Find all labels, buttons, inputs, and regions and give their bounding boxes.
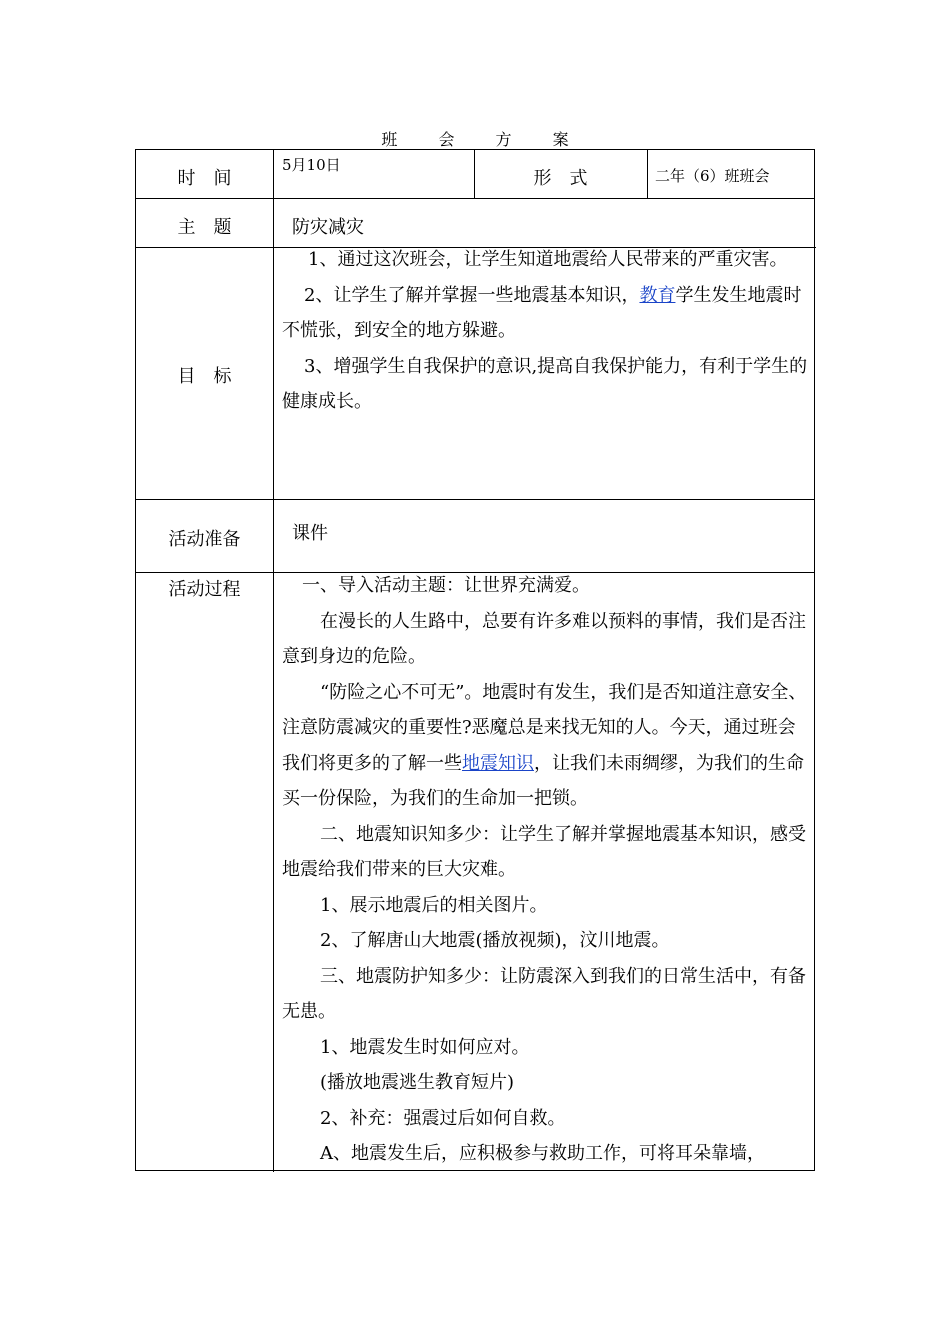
theme-value: 防灾减灾	[292, 217, 364, 238]
prep-value: 课件	[292, 523, 328, 544]
process-paragraph: A、地震发生后，应积极参与救助工作，可将耳朵靠墙，	[320, 1143, 765, 1164]
goal-item	[282, 278, 810, 349]
goal-item: 3、增强学生自我保护的意识,提高自我保护能力，有利于学生的健康成长。	[282, 355, 808, 412]
goal-text: 学生发生地震时不慌张，到安全的地方躲避。	[282, 284, 802, 341]
process-text: ，让我们未雨绸缪，为我们的生命买一份保险，为我们的生命加一把锁。	[282, 752, 804, 809]
prep-label: 活动准备	[168, 529, 241, 550]
process-paragraph: 在漫长的人生路中，总要有许多难以预料的事情，我们是否注意到身边的危险。	[282, 610, 806, 667]
column-divider	[647, 150, 648, 198]
plan-table	[135, 149, 815, 1171]
goals-label: 目 标	[177, 366, 232, 387]
theme-label: 主 题	[177, 217, 232, 238]
time-label: 时 间	[177, 168, 232, 189]
process-paragraph: 1、地震发生时如何应对。	[320, 1036, 530, 1058]
process-text: “防险之心不可无”。地震时有发生，我们是否知道注意安全、注意防震减灾的重要性?恶魔总是来找无知的人。今天，通过班会我们将更多的了解一些	[282, 681, 807, 774]
row-divider	[136, 499, 814, 500]
process-label: 活动过程	[168, 579, 241, 600]
earthquake-knowledge-link[interactable]: 地震知识	[462, 752, 534, 774]
column-divider	[273, 150, 274, 1172]
process-paragraph: (播放地震逃生教育短片)	[320, 1072, 515, 1093]
process-paragraph	[282, 675, 810, 817]
form-label: 形 式	[533, 168, 588, 189]
education-link[interactable]: 教育	[639, 284, 676, 306]
process-paragraph: 二、地震知识知多少：让学生了解并掌握地震基本知识，感受地震给我们带来的巨大灾难。	[282, 823, 806, 880]
row-divider	[136, 198, 814, 199]
goal-item: 1、通过这次班会，让学生知道地震给人民带来的严重灾害。	[308, 249, 788, 270]
date-value: 5月10日	[282, 156, 341, 174]
goal-text: 2、让学生了解并掌握一些地震基本知识，	[304, 284, 640, 306]
process-paragraph: 2、补充：强震过后如何自救。	[320, 1107, 566, 1129]
process-content	[282, 568, 810, 1172]
process-paragraph: 1、展示地震后的相关图片。	[320, 894, 548, 916]
row-divider	[136, 247, 273, 248]
document-title: 班 会 方 案	[381, 130, 587, 149]
process-paragraph: 三、地震防护知多少：让防震深入到我们的日常生活中，有备无患。	[282, 965, 806, 1022]
process-paragraph: 2、了解唐山大地震(播放视频)，汶川地震。	[320, 930, 670, 951]
process-paragraph: 一、导入活动主题：让世界充满爱。	[302, 575, 590, 596]
form-value: 二年（6）班班会	[655, 167, 770, 185]
goals-content	[282, 242, 810, 420]
